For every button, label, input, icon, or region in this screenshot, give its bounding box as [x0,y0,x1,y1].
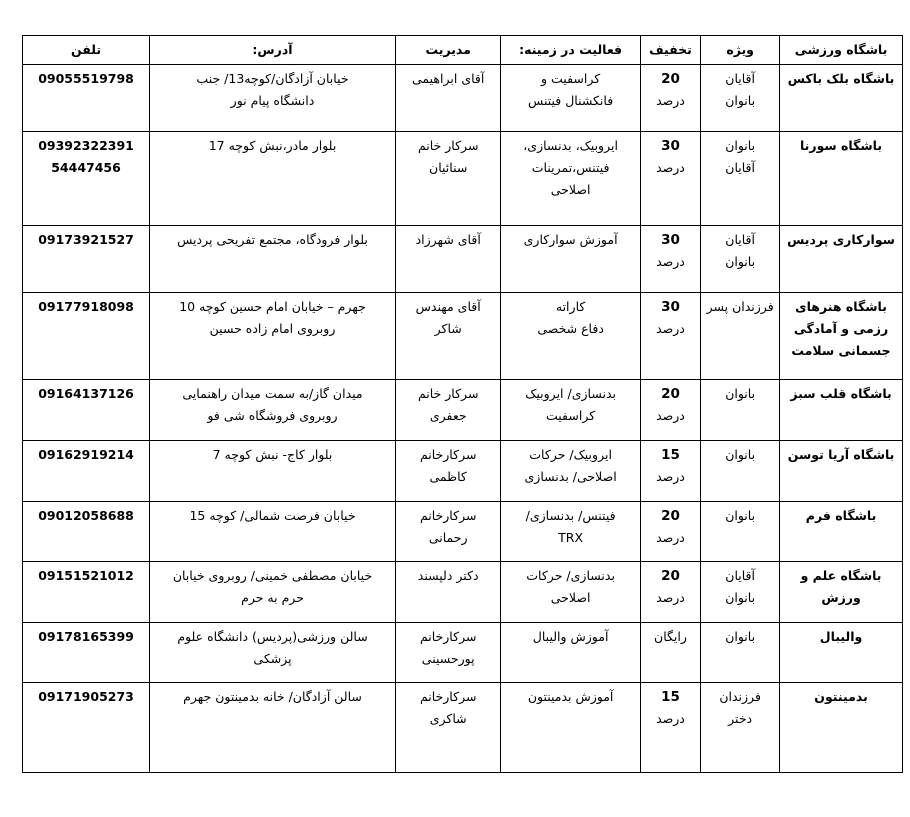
special-line: فرزندان پسر [706,299,774,314]
address-line: خیابان مصطفی خمینی/ روبروی خیابان [172,568,373,583]
club-name: والیبال [780,623,903,683]
manager-cell [395,441,501,502]
manager-cell [395,293,501,380]
manager-line: سرکارخانم [419,447,477,462]
manager-line: پورحسینی [421,651,475,666]
activity-cell [501,226,640,293]
manager-line: آقای شهرزاد [415,232,481,247]
address-cell [150,132,396,226]
activity-line: اصلاحی [550,182,591,197]
table-row [23,502,903,562]
special-line: بانوان [725,508,756,523]
discount-unit: درصد [656,254,685,269]
special-line: بانوان [725,254,756,269]
phone-cell [23,441,150,502]
special-line: بانوان [725,386,756,401]
activity-line: TRX [558,530,584,545]
activity-line: کراسفیت و [541,71,601,86]
manager-line: کاظمی [429,469,467,484]
manager-line: آقای مهندس [415,299,481,314]
discount-number: 30 [661,299,680,315]
address-line: جهرم – خیابان امام حسین کوچه 10 [179,299,366,314]
special-line: آقایان [725,71,755,86]
phone-cell [23,226,150,293]
activity-cell [501,683,640,773]
manager-cell [395,562,501,623]
club-name: باشگاه بلک باکس [780,65,903,132]
phone-cell [23,293,150,380]
discount-cell [640,502,700,562]
table-body [23,65,903,773]
table-row [23,380,903,441]
discount-cell [640,65,700,132]
special-cell [701,562,780,623]
special-line: بانوان [725,590,756,605]
manager-cell [395,623,501,683]
manager-line: شاکری [429,711,467,726]
discount-number: 20 [661,568,680,584]
phone-cell [23,65,150,132]
manager-cell [395,683,501,773]
activity-line: بدنسازی/ حرکات [526,568,615,583]
header-discount: تخفیف [640,36,700,65]
phone-line: 09171905273 [38,689,134,704]
address-cell [150,683,396,773]
phone-cell [23,132,150,226]
activity-line: اصلاحی [550,590,591,605]
address-line: سالن آزادگان/ خانه بدمینتون جهرم [183,689,362,704]
table-row [23,683,903,773]
header-manager: مدیریت [395,36,501,65]
table-row [23,562,903,623]
manager-line: شاکر [434,321,462,336]
discount-unit: درصد [656,469,685,484]
phone-line: 09055519798 [38,71,134,86]
discount-unit: درصد [656,530,685,545]
address-line: سالن ورزشی(پردیس) دانشگاه علوم [177,629,368,644]
address-cell [150,293,396,380]
activity-line: فیتنس/ بدنسازی/ [525,508,616,523]
manager-line: سرکارخانم [419,508,477,523]
discount-unit: درصد [656,590,685,605]
address-cell [150,65,396,132]
table-row [23,293,903,380]
discount-number: 30 [661,232,680,248]
phone-cell [23,380,150,441]
table-row [23,65,903,132]
activity-line: آموزش سوارکاری [523,232,618,247]
discount-cell [640,132,700,226]
activity-line: اصلاحی/ بدنسازی [524,469,617,484]
manager-cell [395,380,501,441]
phone-line: 09162919214 [38,447,134,462]
club-name: باشگاه قلب سبز [780,380,903,441]
phone-line: 54447456 [51,160,121,175]
activity-line: ایروبیک/ حرکات [529,447,612,462]
activity-line: دفاع شخصی [537,321,604,336]
activity-line: کراسفیت [546,408,596,423]
activity-line: فیتنس،تمرینات [531,160,610,175]
phone-line: 09392322391 [38,138,134,153]
address-cell [150,623,396,683]
special-line: بانوان [725,138,756,153]
special-line: فرزندان [719,689,761,704]
discount-unit: درصد [656,160,685,175]
table-row [23,132,903,226]
special-cell [701,623,780,683]
special-line: بانوان [725,447,756,462]
club-name: باشگاه هنرهای رزمی و آمادگی جسمانی سلامت [780,293,903,380]
activity-cell [501,562,640,623]
activity-cell [501,293,640,380]
discount-cell [640,293,700,380]
special-cell [701,293,780,380]
header-row [23,36,903,65]
gyms-table [22,35,903,773]
discount-number: 20 [661,508,680,524]
discount-cell [640,441,700,502]
phone-cell [23,683,150,773]
activity-line: ایروبیک، بدنسازی، [523,138,618,153]
manager-line: سنائیان [429,160,468,175]
phone-line: 09164137126 [38,386,134,401]
manager-line: آقای ابراهیمی [412,71,485,86]
special-line: دختر [728,711,753,726]
activity-cell [501,380,640,441]
discount-unit: درصد [656,408,685,423]
address-cell [150,380,396,441]
phone-cell [23,623,150,683]
manager-cell [395,65,501,132]
activity-cell [501,623,640,683]
special-cell [701,441,780,502]
manager-cell [395,502,501,562]
header-special: ویژه [701,36,780,65]
activity-cell [501,132,640,226]
manager-line: سرکار خانم [417,138,479,153]
special-line: آقایان [725,160,755,175]
address-line: خیابان فرصت شمالی/ کوچه 15 [189,508,356,523]
activity-cell [501,65,640,132]
table-row [23,441,903,502]
phone-cell [23,502,150,562]
discount-cell [640,562,700,623]
club-name: بدمینتون [780,683,903,773]
address-line: بلوار مادر،نبش کوچه 17 [208,138,337,153]
address-cell [150,502,396,562]
manager-cell [395,226,501,293]
address-line: میدان گاز/به سمت میدان راهنمایی [182,386,363,401]
discount-cell [640,683,700,773]
phone-line: 09173921527 [38,232,134,247]
manager-line: سرکارخانم [419,689,477,704]
header-address: آدرس: [150,36,396,65]
manager-line: دکتر دلپسند [417,568,479,583]
address-line: پزشکی [253,651,292,666]
phone-line: 09177918098 [38,299,134,314]
discount-number: 20 [661,71,680,87]
discount-unit: رایگان [654,629,687,644]
address-line: خیابان آزادگان/کوچه13/ جنب [196,71,349,86]
discount-cell [640,380,700,441]
special-line: بانوان [725,629,756,644]
special-cell [701,683,780,773]
club-name: باشگاه فرم [780,502,903,562]
special-cell [701,132,780,226]
phone-cell [23,562,150,623]
manager-line: سرکارخانم [419,629,477,644]
discount-unit: درصد [656,711,685,726]
discount-number: 20 [661,386,680,402]
discount-number: 15 [661,447,680,463]
special-cell [701,226,780,293]
activity-cell [501,441,640,502]
club-name: باشگاه علم و ورزش [780,562,903,623]
special-cell [701,380,780,441]
discount-unit: درصد [656,93,685,108]
phone-line: 09151521012 [38,568,134,583]
manager-line: جعفری [429,408,467,423]
phone-line: 09012058688 [38,508,134,523]
discount-cell [640,226,700,293]
manager-line: سرکار خانم [417,386,479,401]
special-line: آقایان [725,232,755,247]
special-cell [701,65,780,132]
address-line: دانشگاه پیام نور [230,93,315,108]
activity-cell [501,502,640,562]
special-cell [701,502,780,562]
special-line: آقایان [725,568,755,583]
address-cell [150,562,396,623]
header-phone: تلفن [23,36,150,65]
activity-line: فانکشنال فیتنس [528,93,614,108]
manager-cell [395,132,501,226]
address-line: بلوار فرودگاه، مجتمع تفریحی پردیس [177,232,368,247]
address-line: روبروی فروشگاه شی فو [207,408,338,423]
header-club: باشگاه ورزشی [780,36,903,65]
address-cell [150,441,396,502]
address-line: بلوار کاج- نبش کوچه 7 [212,447,333,462]
activity-line: آموزش بدمینتون [527,689,614,704]
table-row [23,226,903,293]
discount-cell [640,623,700,683]
phone-line: 09178165399 [38,629,134,644]
address-line: حرم به حرم [241,590,304,605]
club-name: باشگاه سورنا [780,132,903,226]
club-name: سوارکاری پردیس [780,226,903,293]
activity-line: آموزش والیبال [532,629,609,644]
discount-number: 15 [661,689,680,705]
club-name: باشگاه آریا توسن [780,441,903,502]
discount-unit: درصد [656,321,685,336]
table-row [23,623,903,683]
header-activity: فعالیت در زمینه: [501,36,640,65]
discount-number: 30 [661,138,680,154]
manager-line: رحمانی [428,530,468,545]
address-cell [150,226,396,293]
activity-line: کاراته [555,299,586,314]
activity-line: بدنسازی/ ایروبیک [525,386,617,401]
special-line: بانوان [725,93,756,108]
address-line: روبروی امام زاده حسین [209,321,336,336]
